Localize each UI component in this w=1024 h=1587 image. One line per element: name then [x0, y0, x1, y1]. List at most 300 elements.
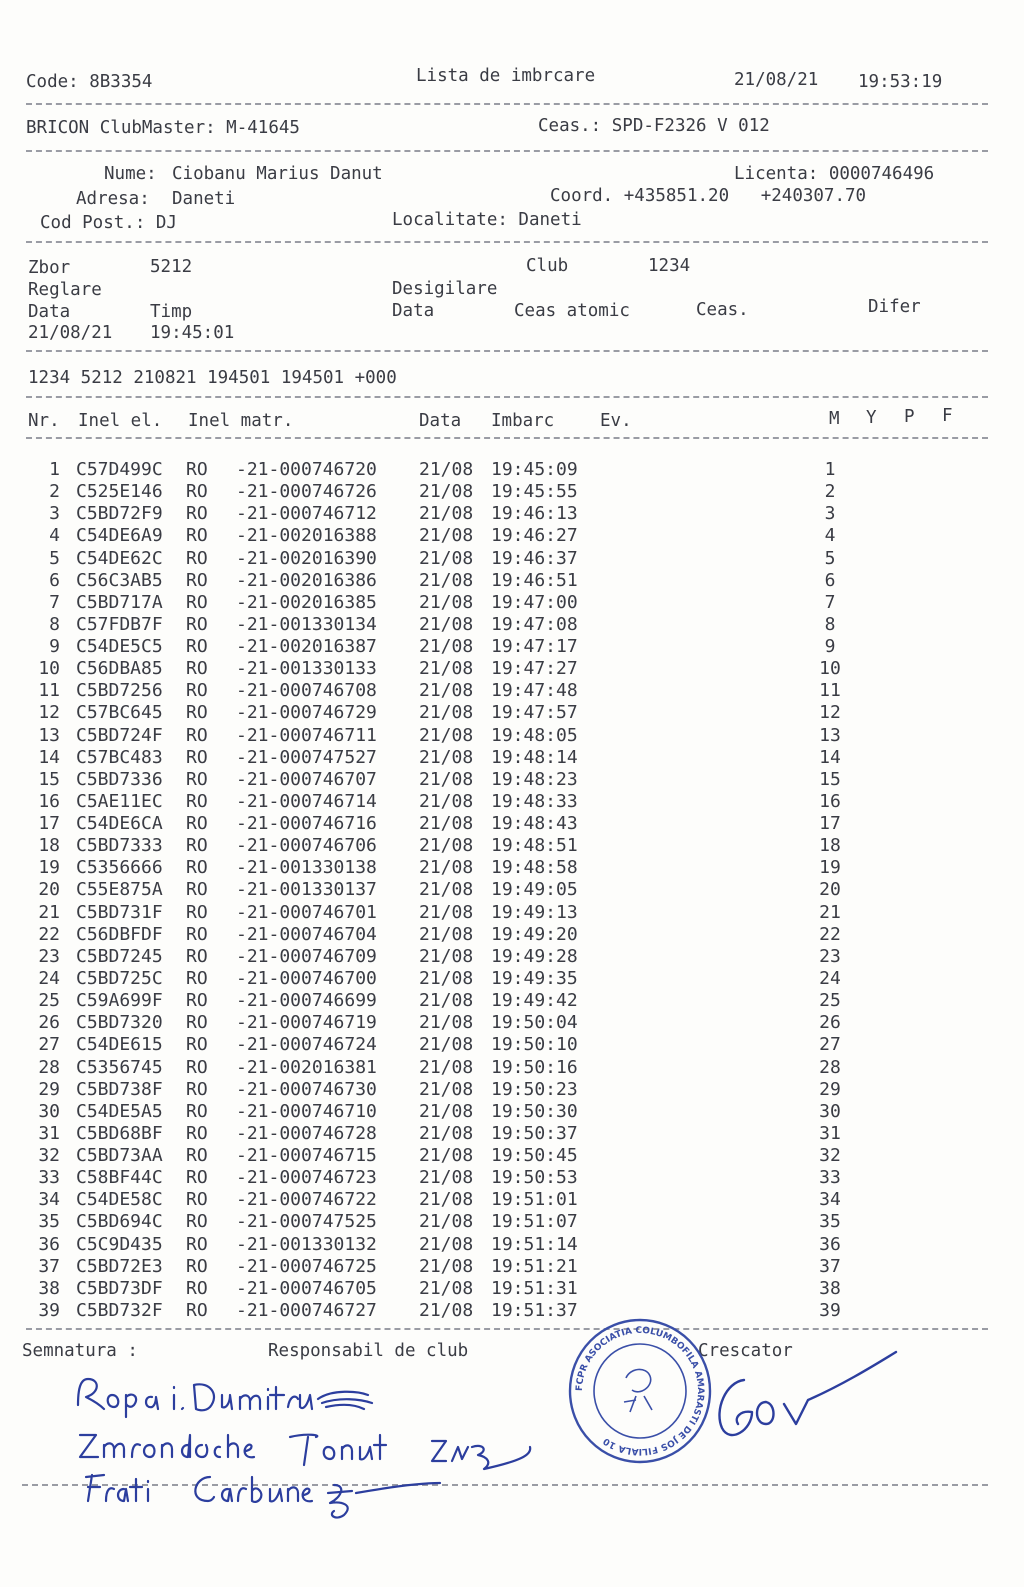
basketing-date: 21/08 — [419, 1167, 474, 1189]
club-responsible-label: Responsabil de club — [268, 1341, 469, 1361]
print-date: 21/08/21 — [734, 70, 819, 90]
country-code: RO — [186, 591, 208, 613]
sequence-m: 37 — [819, 1255, 841, 1277]
basketing-date: 21/08 — [419, 636, 474, 658]
country-code: RO — [186, 1145, 208, 1167]
basketing-time: 19:51:21 — [491, 1255, 578, 1277]
divider — [26, 241, 988, 243]
table-row — [0, 548, 1024, 570]
table-row — [0, 1123, 1024, 1145]
sequence-m: 30 — [819, 1100, 841, 1122]
country-code: RO — [186, 901, 208, 923]
ring-number: -21-000746712 — [236, 503, 377, 525]
ring-number: -21-000746716 — [236, 813, 377, 835]
row-number: 38 — [38, 1277, 60, 1299]
date-label-2: Data — [392, 301, 435, 321]
basketing-time: 19:50:53 — [491, 1167, 578, 1189]
table-row — [0, 592, 1024, 614]
table-row — [0, 614, 1024, 636]
stamp-text: FCPR ASOCIATIA COLUMBOFILA AMARASTI DE JOS FILIALA 10 — [574, 1325, 706, 1457]
basketing-time: 19:47:08 — [491, 613, 578, 635]
country-code: RO — [186, 724, 208, 746]
row-number: 3 — [49, 503, 60, 525]
basketing-date: 21/08 — [419, 768, 474, 790]
electronic-ring-id: C5BD72F9 — [76, 503, 163, 525]
electronic-ring-id: C54DE5C5 — [76, 636, 163, 658]
table-row — [0, 1034, 1024, 1056]
divider — [26, 396, 988, 398]
basketing-date: 21/08 — [419, 1211, 474, 1233]
country-code: RO — [186, 1100, 208, 1122]
handwritten-signatures — [60, 1365, 550, 1545]
sequence-m: 25 — [819, 990, 841, 1012]
table-row — [0, 658, 1024, 680]
electronic-ring-id: C54DE6CA — [76, 813, 163, 835]
table-row — [0, 902, 1024, 924]
owner-name: Ciobanu Marius Danut — [172, 164, 383, 184]
owner-address: Daneti — [172, 189, 236, 209]
electronic-ring-id: C525E146 — [76, 481, 163, 503]
electronic-ring-id: C5BD738F — [76, 1078, 163, 1100]
sequence-m: 34 — [819, 1189, 841, 1211]
basketing-date: 21/08 — [419, 857, 474, 879]
country-code: RO — [186, 1167, 208, 1189]
divider — [26, 437, 988, 439]
basketing-date: 21/08 — [419, 746, 474, 768]
table-row — [0, 1234, 1024, 1256]
row-number: 39 — [38, 1299, 60, 1321]
basketing-time: 19:51:31 — [491, 1277, 578, 1299]
basketing-time: 19:47:57 — [491, 702, 578, 724]
country-code: RO — [186, 835, 208, 857]
country-code: RO — [186, 1211, 208, 1233]
basketing-date: 21/08 — [419, 591, 474, 613]
basketing-date: 21/08 — [419, 1299, 474, 1321]
sequence-m: 3 — [824, 503, 836, 525]
atomic-clock-label: Ceas atomic — [514, 301, 630, 321]
table-row — [0, 725, 1024, 747]
electronic-ring-id: C56DBFDF — [76, 923, 163, 945]
country-code: RO — [186, 1233, 208, 1255]
country-code: RO — [186, 1012, 208, 1034]
basketing-date: 21/08 — [419, 901, 474, 923]
row-number: 6 — [49, 569, 60, 591]
sequence-m: 24 — [819, 967, 841, 989]
row-number: 28 — [38, 1056, 60, 1078]
table-row — [0, 1101, 1024, 1123]
ring-number: -21-000746714 — [236, 790, 377, 812]
table-row — [0, 570, 1024, 592]
table-row — [0, 791, 1024, 813]
difference-label: Difer — [868, 297, 921, 317]
basketing-date: 21/08 — [419, 1034, 474, 1056]
basketing-date: 21/08 — [419, 1233, 474, 1255]
ring-number: -21-000746704 — [236, 923, 377, 945]
row-number: 8 — [49, 613, 60, 635]
table-row — [0, 857, 1024, 879]
electronic-ring-id: C54DE62C — [76, 547, 163, 569]
print-time: 19:53:19 — [858, 72, 943, 92]
basketing-time: 19:51:07 — [491, 1211, 578, 1233]
basketing-date: 21/08 — [419, 1189, 474, 1211]
country-code: RO — [186, 1122, 208, 1144]
electronic-ring-id: C5BD694C — [76, 1211, 163, 1233]
basketing-date: 21/08 — [419, 459, 474, 480]
table-row — [0, 946, 1024, 968]
country-code: RO — [186, 813, 208, 835]
basketing-time: 19:47:00 — [491, 591, 578, 613]
row-number: 21 — [38, 901, 60, 923]
row-number: 29 — [38, 1078, 60, 1100]
ring-number: -21-000746729 — [236, 702, 377, 724]
ring-number: -21-000746708 — [236, 680, 377, 702]
ring-number: -21-001330133 — [236, 658, 377, 680]
electronic-ring-id: C54DE6A9 — [76, 525, 163, 547]
electronic-ring-id: C5BD7333 — [76, 835, 163, 857]
electronic-ring-id: C5356745 — [76, 1056, 163, 1078]
basketing-time: 19:49:42 — [491, 990, 578, 1012]
country-code: RO — [186, 547, 208, 569]
table-row — [0, 1057, 1024, 1079]
row-number: 37 — [38, 1255, 60, 1277]
row-number: 31 — [38, 1122, 60, 1144]
divider — [26, 150, 988, 152]
country-code: RO — [186, 945, 208, 967]
basketing-date: 21/08 — [419, 990, 474, 1012]
table-row — [0, 1211, 1024, 1233]
table-row — [0, 636, 1024, 658]
row-number: 35 — [38, 1211, 60, 1233]
basketing-date: 21/08 — [419, 525, 474, 547]
country-code: RO — [186, 525, 208, 547]
sequence-m: 32 — [819, 1145, 841, 1167]
table-row — [0, 968, 1024, 990]
basketing-time: 19:50:30 — [491, 1100, 578, 1122]
sequence-m: 2 — [824, 481, 836, 503]
ring-number: -21-002016390 — [236, 547, 377, 569]
row-number: 27 — [38, 1034, 60, 1056]
row-number: 9 — [49, 636, 60, 658]
row-number: 4 — [49, 525, 60, 547]
table-row — [0, 481, 1024, 503]
table-row — [0, 813, 1024, 835]
table-row — [0, 769, 1024, 791]
row-number: 12 — [38, 702, 60, 724]
electronic-ring-id: C5BD72E3 — [76, 1255, 163, 1277]
sequence-m: 28 — [819, 1056, 841, 1078]
ring-number: -21-000746705 — [236, 1277, 377, 1299]
basketing-date: 21/08 — [419, 967, 474, 989]
sequence-m: 5 — [824, 547, 836, 569]
ring-number: -21-000746706 — [236, 835, 377, 857]
ring-number: -21-000746728 — [236, 1122, 377, 1144]
country-code: RO — [186, 967, 208, 989]
country-code: RO — [186, 879, 208, 901]
sequence-m: 15 — [819, 768, 841, 790]
ring-number: -21-000746730 — [236, 1078, 377, 1100]
table-row — [0, 1167, 1024, 1189]
basketing-date: 21/08 — [419, 1056, 474, 1078]
basketing-time: 19:48:23 — [491, 768, 578, 790]
table-row — [0, 525, 1024, 547]
basketing-time: 19:49:35 — [491, 967, 578, 989]
postal-code: Cod Post.: DJ — [40, 213, 177, 233]
col-ring-number: Inel matr. — [188, 411, 294, 431]
sequence-m: 6 — [824, 569, 836, 591]
row-number: 11 — [38, 680, 60, 702]
country-code: RO — [186, 569, 208, 591]
basketing-time: 19:49:05 — [491, 879, 578, 901]
country-code: RO — [186, 1255, 208, 1277]
country-code: RO — [186, 459, 208, 480]
ring-number: -21-000746727 — [236, 1299, 377, 1321]
electronic-ring-id: C54DE5A5 — [76, 1100, 163, 1122]
sequence-m: 21 — [819, 901, 841, 923]
table-row — [0, 459, 1024, 481]
sequence-m: 20 — [819, 879, 841, 901]
basketing-time: 19:50:37 — [491, 1122, 578, 1144]
flight-label: Zbor — [28, 258, 71, 278]
electronic-ring-id: C5C9D435 — [76, 1233, 163, 1255]
sequence-m: 17 — [819, 813, 841, 835]
ring-number: -21-000746726 — [236, 481, 377, 503]
name-label: Nume: — [104, 164, 157, 184]
document-title: Lista de imbrcare — [416, 66, 596, 86]
row-number: 34 — [38, 1189, 60, 1211]
electronic-ring-id: C5BD73DF — [76, 1277, 163, 1299]
ring-number: -21-000746722 — [236, 1189, 377, 1211]
table-row — [0, 702, 1024, 724]
country-code: RO — [186, 768, 208, 790]
sync-code-line: 1234 5212 210821 194501 194501 +000 — [28, 368, 397, 388]
table-row — [0, 1278, 1024, 1300]
sequence-m: 31 — [819, 1122, 841, 1144]
row-number: 36 — [38, 1233, 60, 1255]
electronic-ring-id: C56DBA85 — [76, 658, 163, 680]
basketing-date: 21/08 — [419, 481, 474, 503]
coordinates: Coord. +435851.20 +240307.70 — [550, 186, 867, 206]
ring-number: -21-002016386 — [236, 569, 377, 591]
sequence-m: 1 — [824, 459, 836, 480]
basketing-date: 21/08 — [419, 1012, 474, 1034]
col-event: Ev. — [600, 411, 632, 431]
basketing-date: 21/08 — [419, 813, 474, 835]
table-row — [0, 1300, 1024, 1322]
country-code: RO — [186, 790, 208, 812]
row-number: 2 — [49, 481, 60, 503]
col-date: Data — [419, 411, 462, 431]
basketing-date: 21/08 — [419, 1255, 474, 1277]
basketing-date: 21/08 — [419, 1100, 474, 1122]
basketing-date: 21/08 — [419, 879, 474, 901]
col-electronic-ring: Inel el. — [78, 411, 163, 431]
basketing-time: 19:47:27 — [491, 658, 578, 680]
ring-number: -21-000746720 — [236, 459, 377, 480]
code-label: Code: 8B3354 — [26, 72, 153, 92]
basketing-time: 19:51:37 — [491, 1299, 578, 1321]
row-number: 23 — [38, 945, 60, 967]
country-code: RO — [186, 746, 208, 768]
address-label: Adresa: — [76, 189, 150, 209]
sequence-m: 38 — [819, 1277, 841, 1299]
country-code: RO — [186, 658, 208, 680]
country-code: RO — [186, 503, 208, 525]
basketing-date: 21/08 — [419, 503, 474, 525]
ring-number: -21-002016388 — [236, 525, 377, 547]
basketing-time: 19:47:48 — [491, 680, 578, 702]
basketing-date: 21/08 — [419, 547, 474, 569]
basketing-time: 19:48:58 — [491, 857, 578, 879]
breeder-label: Crescator — [698, 1341, 793, 1361]
table-row — [0, 990, 1024, 1012]
sequence-m: 33 — [819, 1167, 841, 1189]
date-label: Data — [28, 302, 71, 322]
clock-id: Ceas.: SPD-F2326 V 012 — [538, 116, 770, 136]
country-code: RO — [186, 857, 208, 879]
row-number: 14 — [38, 746, 60, 768]
col-y: Y — [866, 408, 877, 428]
electronic-ring-id: C5BD731F — [76, 901, 163, 923]
ring-number: -21-001330134 — [236, 613, 377, 635]
basketing-time: 19:50:23 — [491, 1078, 578, 1100]
electronic-ring-id: C5BD7336 — [76, 768, 163, 790]
divider — [26, 103, 988, 105]
row-number: 16 — [38, 790, 60, 812]
basketing-date: 21/08 — [419, 923, 474, 945]
row-number: 1 — [49, 459, 60, 480]
basketing-time: 19:48:43 — [491, 813, 578, 835]
locality: Localitate: Daneti — [392, 210, 582, 230]
setting-time: 19:45:01 — [150, 323, 235, 343]
basketing-date: 21/08 — [419, 724, 474, 746]
sequence-m: 11 — [819, 680, 841, 702]
basketing-date: 21/08 — [419, 835, 474, 857]
row-number: 24 — [38, 967, 60, 989]
club-number: 1234 — [648, 256, 691, 276]
row-number: 13 — [38, 724, 60, 746]
ring-number: -21-001330138 — [236, 857, 377, 879]
ring-number: -21-000746707 — [236, 768, 377, 790]
ring-number: -21-000746715 — [236, 1145, 377, 1167]
electronic-ring-id: C58BF44C — [76, 1167, 163, 1189]
row-number: 20 — [38, 879, 60, 901]
sequence-m: 39 — [819, 1299, 841, 1321]
row-number: 33 — [38, 1167, 60, 1189]
ring-number: -21-002016385 — [236, 591, 377, 613]
country-code: RO — [186, 1034, 208, 1056]
ring-number: -21-001330137 — [236, 879, 377, 901]
electronic-ring-id: C56C3AB5 — [76, 569, 163, 591]
basketing-time: 19:48:51 — [491, 835, 578, 857]
basketing-date: 21/08 — [419, 1145, 474, 1167]
country-code: RO — [186, 613, 208, 635]
ring-number: -21-000746719 — [236, 1012, 377, 1034]
sequence-m: 26 — [819, 1012, 841, 1034]
country-code: RO — [186, 481, 208, 503]
basketing-date: 21/08 — [419, 1277, 474, 1299]
basketing-date: 21/08 — [419, 569, 474, 591]
sequence-m: 35 — [819, 1211, 841, 1233]
electronic-ring-id: C5BD68BF — [76, 1122, 163, 1144]
table-row — [0, 835, 1024, 857]
electronic-ring-id: C5BD724F — [76, 724, 163, 746]
ring-number: -21-000746711 — [236, 724, 377, 746]
ring-number: -21-001330132 — [236, 1233, 377, 1255]
electronic-ring-id: C57D499C — [76, 459, 163, 480]
col-f: F — [942, 406, 953, 426]
electronic-ring-id: C5BD7256 — [76, 680, 163, 702]
ring-number: -21-000747525 — [236, 1211, 377, 1233]
electronic-ring-id: C5356666 — [76, 857, 163, 879]
row-number: 18 — [38, 835, 60, 857]
country-code: RO — [186, 990, 208, 1012]
sequence-m: 14 — [819, 746, 841, 768]
electronic-ring-id: C5BD7245 — [76, 945, 163, 967]
divider — [26, 350, 988, 352]
table-row — [0, 924, 1024, 946]
country-code: RO — [186, 680, 208, 702]
table-row — [0, 1189, 1024, 1211]
row-number: 15 — [38, 768, 60, 790]
basketing-date: 21/08 — [419, 702, 474, 724]
sequence-m: 29 — [819, 1078, 841, 1100]
time-label: Timp — [150, 302, 193, 322]
sequence-m: 8 — [824, 613, 836, 635]
table-row — [0, 1012, 1024, 1034]
ring-number: -21-000746700 — [236, 967, 377, 989]
table-row — [0, 747, 1024, 769]
sequence-m: 27 — [819, 1034, 841, 1056]
electronic-ring-id: C57FDB7F — [76, 613, 163, 635]
electronic-ring-id: C5BD73AA — [76, 1145, 163, 1167]
basketing-time: 19:49:20 — [491, 923, 578, 945]
sequence-m: 7 — [824, 591, 836, 613]
country-code: RO — [186, 702, 208, 724]
table-row — [0, 503, 1024, 525]
electronic-ring-id: C57BC645 — [76, 702, 163, 724]
table-row — [0, 1145, 1024, 1167]
country-code: RO — [186, 923, 208, 945]
unsealing-label: Desigilare — [392, 279, 498, 299]
basketing-time: 19:46:27 — [491, 525, 578, 547]
row-number: 5 — [49, 547, 60, 569]
electronic-ring-id: C55E875A — [76, 879, 163, 901]
basketing-time: 19:45:55 — [491, 481, 578, 503]
clock-label: Ceas. — [696, 300, 749, 320]
ring-number: -21-000746701 — [236, 901, 377, 923]
col-m: M — [829, 409, 840, 429]
table-row — [0, 1256, 1024, 1278]
country-code: RO — [186, 1078, 208, 1100]
electronic-ring-id: C59A699F — [76, 990, 163, 1012]
basketing-date: 21/08 — [419, 1078, 474, 1100]
electronic-ring-id: C5BD732F — [76, 1299, 163, 1321]
col-p: P — [904, 407, 915, 427]
ring-number: -21-000746723 — [236, 1167, 377, 1189]
basketing-time: 19:51:14 — [491, 1233, 578, 1255]
license-number: Licenta: 0000746496 — [734, 164, 935, 184]
table-row — [0, 680, 1024, 702]
ring-number: -21-000746725 — [236, 1255, 377, 1277]
row-number: 30 — [38, 1100, 60, 1122]
country-code: RO — [186, 1299, 208, 1321]
electronic-ring-id: C5BD7320 — [76, 1012, 163, 1034]
table-row — [0, 879, 1024, 901]
basketing-time: 19:46:13 — [491, 503, 578, 525]
association-stamp — [566, 1316, 714, 1466]
electronic-ring-id: C5BD717A — [76, 591, 163, 613]
electronic-ring-id: C54DE58C — [76, 1189, 163, 1211]
